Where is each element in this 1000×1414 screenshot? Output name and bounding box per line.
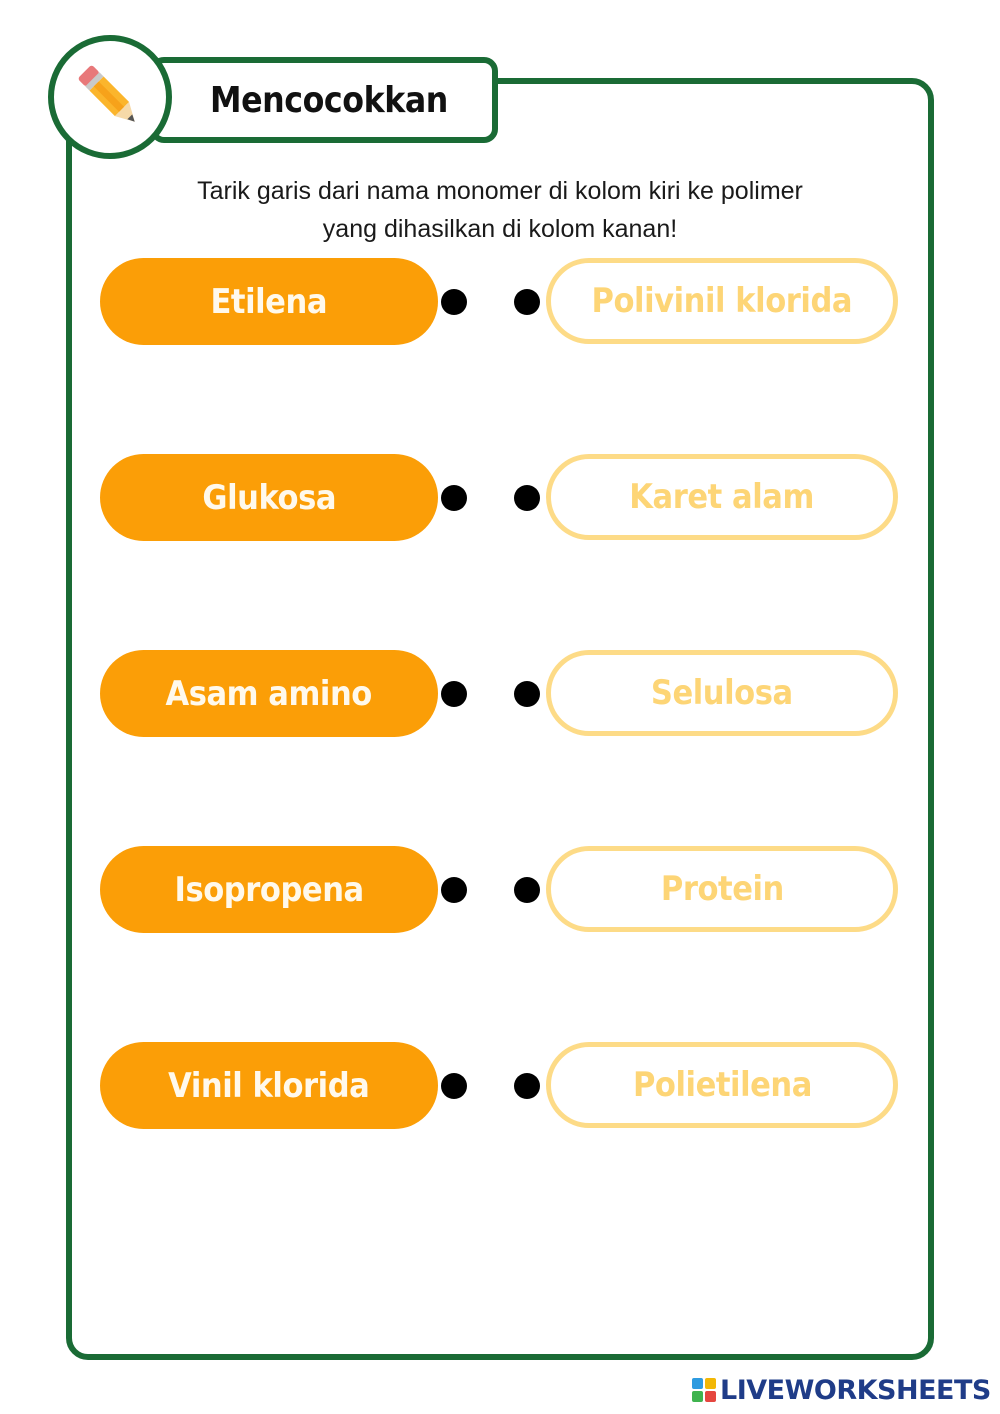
instructions <box>130 172 870 248</box>
polymer-karet-alam <box>546 454 898 540</box>
right-connector-dot[interactable] <box>514 1073 540 1099</box>
monomer-vinil-klorida <box>100 1042 438 1129</box>
monomer-isopropena <box>100 846 438 933</box>
right-connector-dot[interactable] <box>514 485 540 511</box>
monomer-asam-amino <box>100 650 438 737</box>
right-connector-dot[interactable] <box>514 877 540 903</box>
right-connector-dot[interactable] <box>514 289 540 315</box>
title-box <box>150 57 498 143</box>
left-connector-dot[interactable] <box>441 485 467 511</box>
polymer-selulosa <box>546 650 898 736</box>
instructions-line-1: Tarik garis dari nama monomer di kolom kiri ke polimer <box>197 177 803 205</box>
polymer-protein <box>546 846 898 932</box>
left-connector-dot[interactable] <box>441 289 467 315</box>
polymer-polietilena <box>546 1042 898 1128</box>
monomer-label: Isopropena <box>174 869 364 910</box>
monomer-label: Asam amino <box>165 673 373 714</box>
monomer-etilena <box>100 258 438 345</box>
icon-badge <box>48 35 172 159</box>
liveworksheets-logo-icon <box>692 1378 716 1402</box>
left-connector-dot[interactable] <box>441 877 467 903</box>
polymer-label: Selulosa <box>651 673 793 713</box>
polymer-label: Karet alam <box>629 477 815 517</box>
right-connector-dot[interactable] <box>514 681 540 707</box>
monomer-glukosa <box>100 454 438 541</box>
logo-text: LIVEWORKSHEETS <box>720 1374 991 1406</box>
monomer-label: Glukosa <box>202 477 336 518</box>
page-title: Mencocokkan <box>210 79 448 121</box>
monomer-label: Etilena <box>210 281 328 322</box>
monomer-label: Vinil klorida <box>168 1065 370 1106</box>
left-connector-dot[interactable] <box>441 681 467 707</box>
polymer-label: Protein <box>660 869 784 909</box>
polymer-polivinil-klorida <box>546 258 898 344</box>
pencil-icon <box>70 57 150 137</box>
instructions-line-2: yang dihasilkan di kolom kanan! <box>322 215 678 243</box>
polymer-label: Polivinil klorida <box>591 281 853 321</box>
liveworksheets-logo <box>692 1376 991 1404</box>
polymer-label: Polietilena <box>632 1065 812 1105</box>
left-connector-dot[interactable] <box>441 1073 467 1099</box>
